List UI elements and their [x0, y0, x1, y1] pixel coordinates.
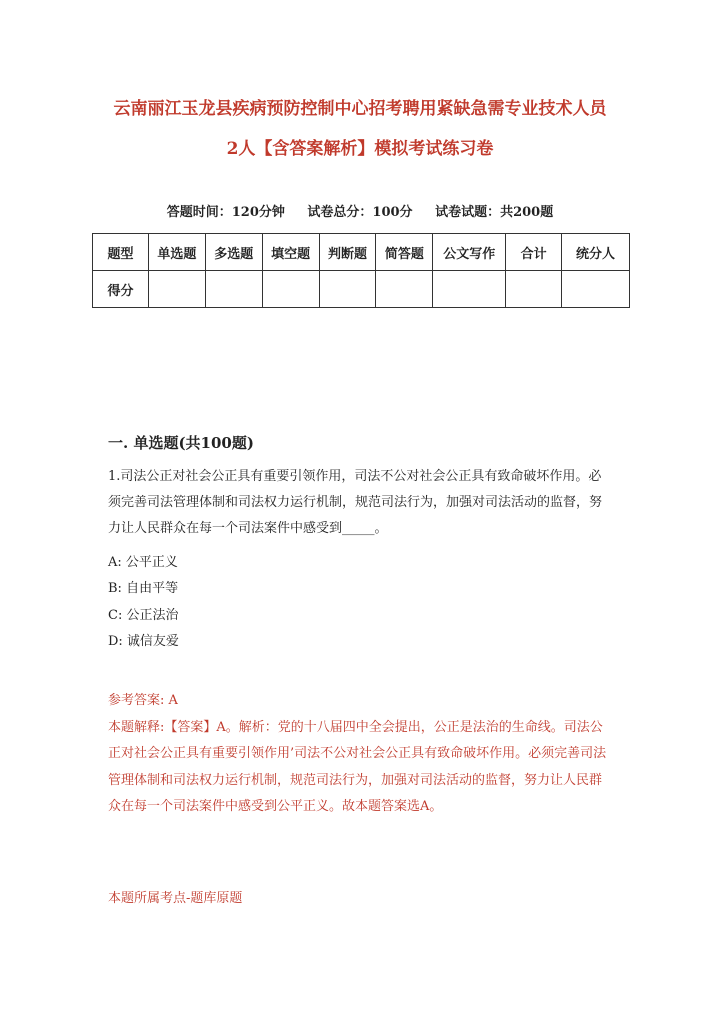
- score-cell: [506, 271, 562, 308]
- answer-explanation: 本题解释:【答案】A。解析：党的十八届四中全会提出，公正是法治的生命线。司法公正对社会公正具有重要引领作用’司法不公对社会公正具有致命破坏作用。必须完善司法管理体制和司法权力运行机制，规范司法行为，加强对司法活动的监督，努力让人民群众在每一个司法案件中感受到公平正义。故本题答案选A。: [108, 720, 607, 814]
- table-header-cell: 公文写作: [433, 234, 506, 271]
- question-text: 1.司法公正对社会公正具有重要引领作用，司法不公对社会公正具有致命破坏作用。必须完善司法管理体制和司法权力运行机制，规范司法行为，加强对司法活动的监督，努力让人民群众在每一个司法案件中感受到_____。: [108, 469, 603, 536]
- table-header-cell: 单选题: [148, 234, 205, 271]
- score-cell: [562, 271, 630, 308]
- option-d: D: 诚信友爱: [108, 633, 179, 649]
- exam-total-score: 试卷总分：100分: [307, 205, 413, 220]
- table-header-cell: 合计: [506, 234, 562, 271]
- exam-info: [0, 201, 720, 220]
- score-table-score-row: [93, 271, 630, 308]
- section-title: 一. 单选题(共100题): [108, 434, 254, 452]
- table-header-cell: 统分人: [562, 234, 630, 271]
- option-b: B: 自由平等: [108, 581, 179, 597]
- table-header-cell: 题型: [93, 234, 149, 271]
- document-title-line2: 2人【含答案解析】模拟考试练习卷: [226, 139, 494, 159]
- table-header-cell: 多选题: [205, 234, 262, 271]
- exam-time: 答题时间：120分钟: [166, 205, 285, 220]
- options-list: [108, 550, 179, 655]
- score-cell: [262, 271, 319, 308]
- knowledge-point: 本题所属考点-题库原题: [108, 891, 243, 906]
- option-a: A: 公平正义: [108, 555, 178, 570]
- score-table: [92, 233, 630, 308]
- document-title-line1: 云南丽江玉龙县疾病预防控制中心招考聘用紧缺急需专业技术人员: [113, 99, 607, 119]
- score-cell: [433, 271, 506, 308]
- score-cell: [376, 271, 433, 308]
- table-header-cell: 填空题: [262, 234, 319, 271]
- exam-total-questions: 试卷试题：共200题: [435, 205, 554, 220]
- option-c: C: 公正法治: [108, 607, 179, 623]
- score-cell: [148, 271, 205, 308]
- table-header-cell: 判断题: [319, 234, 376, 271]
- reference-answer: 参考答案: A: [108, 693, 178, 708]
- score-table-header-row: [93, 234, 630, 271]
- table-header-cell: 简答题: [376, 234, 433, 271]
- score-cell: [319, 271, 376, 308]
- table-row-label: 得分: [93, 271, 149, 308]
- score-cell: [205, 271, 262, 308]
